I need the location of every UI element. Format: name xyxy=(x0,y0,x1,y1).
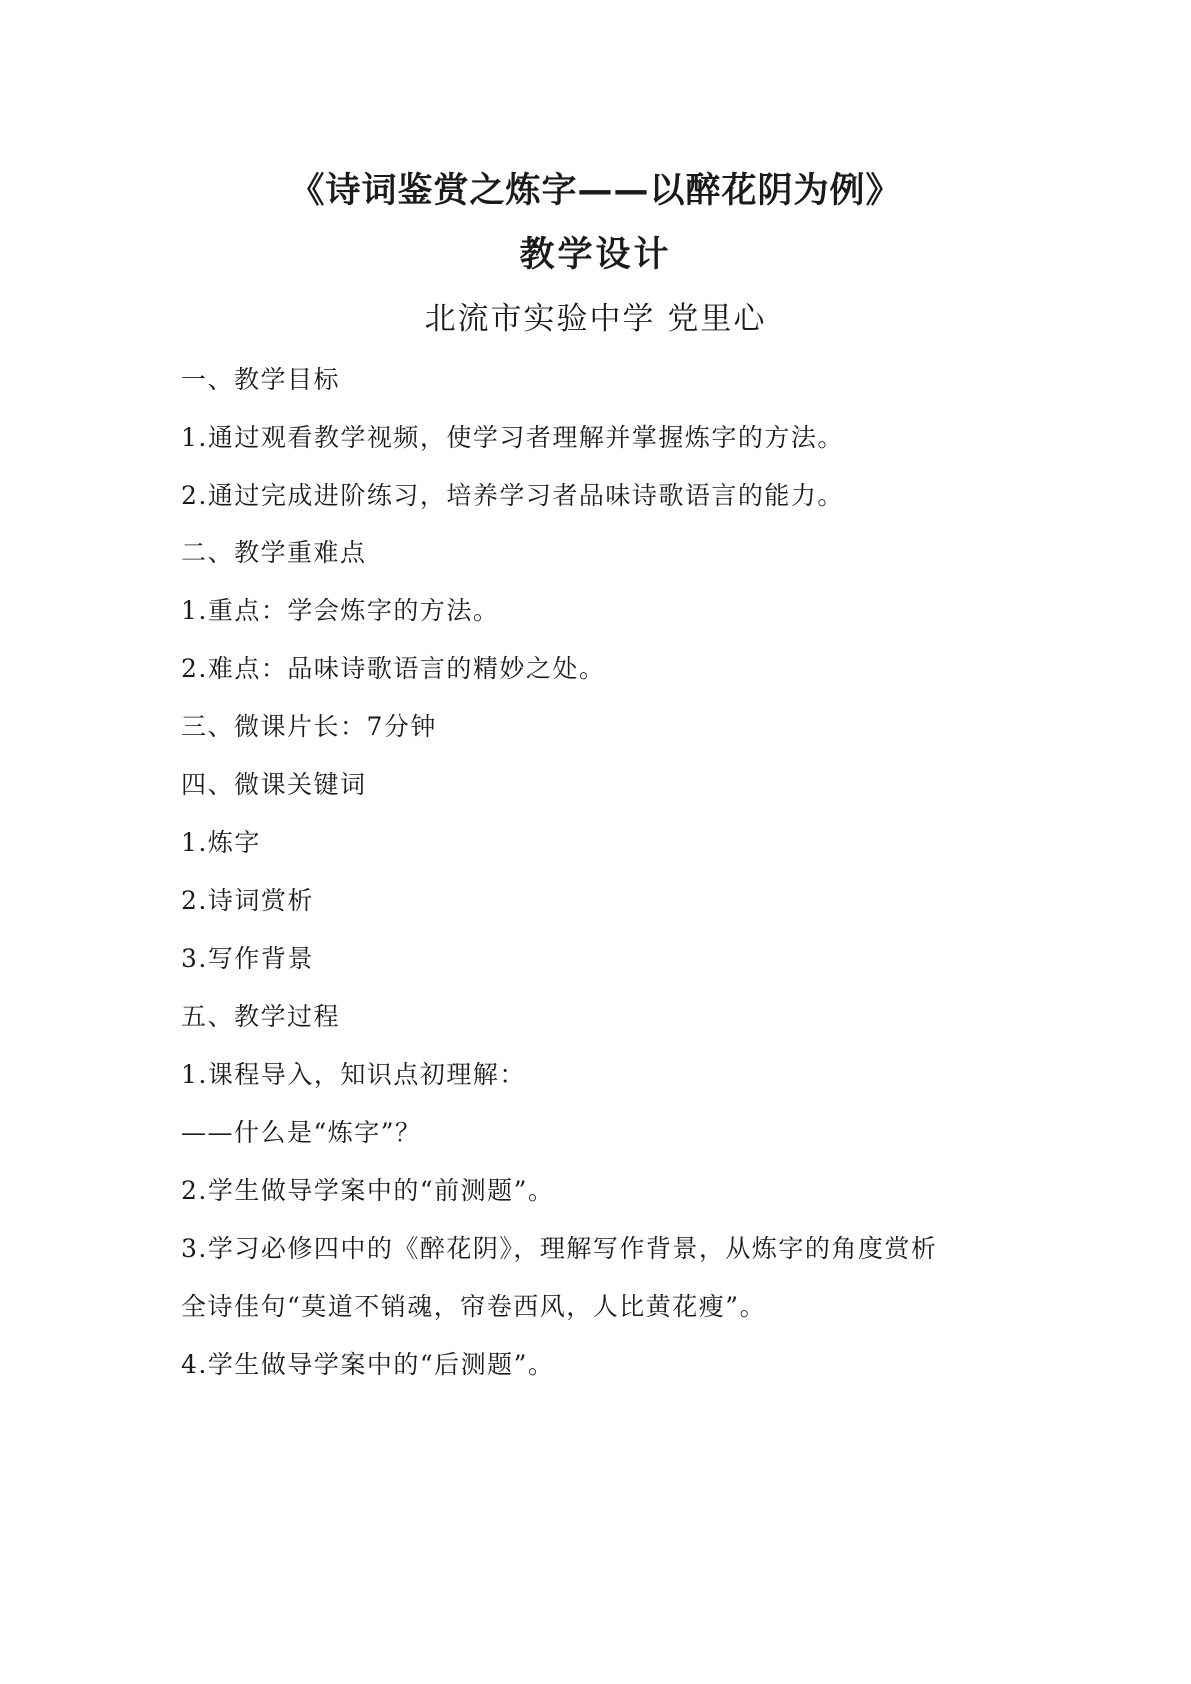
goal-item-1: 1.通过观看教学视频，使学习者理解并掌握炼字的方法。 xyxy=(181,423,844,452)
process-item-4: 4.学生做导学案中的“后测题”。 xyxy=(181,1350,555,1379)
author-line: 北流市实验中学 党里心 xyxy=(424,301,767,337)
keyword-item-1: 1.炼字 xyxy=(181,828,261,857)
process-item-3: 3.学习必修四中的《醉花阴》，理解写作背景，从炼字的角度赏析 xyxy=(181,1234,938,1263)
keyword-item-2: 2.诗词赏析 xyxy=(181,886,314,915)
key-point-item-2: 2.难点：品味诗歌语言的精妙之处。 xyxy=(181,654,606,683)
section-heading-goals: 一、教学目标 xyxy=(181,365,341,394)
section-heading-key-points: 二、教学重难点 xyxy=(181,538,367,567)
document-title: 《诗词鉴赏之炼字——以醉花阴为例》 xyxy=(289,171,902,211)
key-point-item-1: 1.重点：学会炼字的方法。 xyxy=(181,596,500,625)
process-item-1: 1.课程导入，知识点初理解： xyxy=(181,1060,526,1089)
process-item-2: 2.学生做导学案中的“前测题”。 xyxy=(181,1176,555,1205)
section-heading-process: 五、教学过程 xyxy=(181,1002,341,1031)
process-item-1-question: ——什么是“炼字”？ xyxy=(181,1118,422,1147)
document-subtitle: 教学设计 xyxy=(519,235,672,275)
goal-item-2: 2.通过完成进阶练习，培养学习者品味诗歌语言的能力。 xyxy=(181,481,844,510)
section-heading-duration: 三、微课片长：7分钟 xyxy=(181,712,437,741)
process-item-3-continued: 全诗佳句“莫道不销魂，帘卷西风，人比黄花瘦”。 xyxy=(181,1292,767,1321)
keyword-item-3: 3.写作背景 xyxy=(181,944,314,973)
section-heading-keywords: 四、微课关键词 xyxy=(181,770,367,799)
